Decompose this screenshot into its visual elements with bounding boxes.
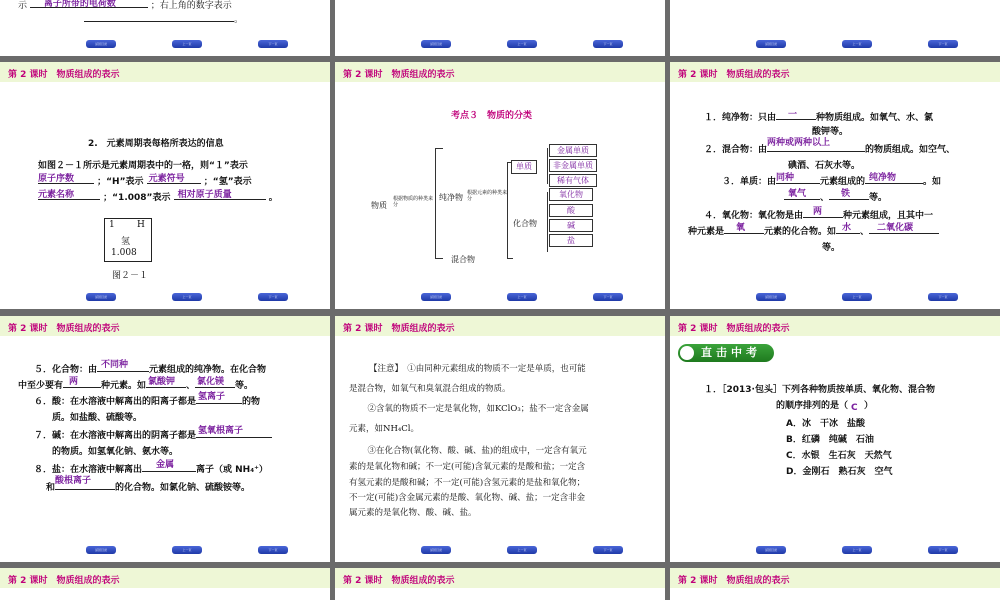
nav-bar	[335, 40, 665, 52]
next-button[interactable]: 下一页	[258, 40, 288, 48]
compound-item-3: 盐	[549, 234, 593, 247]
answer: 酸根离子	[55, 476, 92, 486]
nav-bar	[670, 293, 1000, 305]
text: ２．混合物：由	[704, 145, 768, 155]
slide-header	[670, 316, 1000, 336]
nav-bar	[0, 293, 330, 305]
next-button[interactable]: 下一页	[928, 293, 958, 301]
slide-header	[670, 62, 1000, 82]
answer: 离子所带的电荷数	[43, 0, 116, 9]
simple-item-1: 非金属单质	[549, 159, 597, 172]
answer: 元素名称	[38, 190, 75, 200]
slide-header	[335, 62, 665, 82]
slide-periodic-table	[0, 62, 330, 309]
slide-header	[670, 568, 1000, 588]
text: 种元素组成，且其中一	[843, 211, 934, 221]
text: 示	[18, 1, 28, 11]
next-button[interactable]: 下一页	[593, 40, 623, 48]
tree-simple: 单质	[511, 160, 537, 174]
text: 种物质组成。如氧气、水、氯	[816, 113, 934, 123]
tree-pure: 纯净物	[439, 193, 463, 202]
answer: 氯酸钾	[148, 377, 176, 387]
answer: 氢氧根离子	[198, 426, 244, 436]
answer: 氧	[736, 223, 746, 233]
compound-item-2: 碱	[549, 219, 593, 232]
answer: 一	[788, 110, 798, 120]
section-title: 2. 元素周期表每格所表达的信息	[88, 139, 224, 149]
answer: 氯化镁	[197, 377, 225, 387]
slide-header	[0, 62, 330, 82]
section-title: 考点３ 物质的分类	[451, 111, 533, 121]
tree-note: 根据物质的种类来分	[393, 196, 434, 208]
slide-header	[335, 568, 665, 588]
slide-top-middle	[335, 0, 665, 56]
slide-exam	[670, 316, 1000, 562]
text: ７．碱：在水溶液中解离出的阴离子都是	[34, 431, 197, 441]
text: 如图２－１所示是元素周期表中的一格，则“１”表示	[38, 161, 248, 171]
answer: 原子序数	[38, 174, 75, 184]
periodic-cell	[104, 218, 152, 262]
tree-compound: 化合物	[513, 219, 537, 228]
slide-top-left	[0, 0, 330, 56]
header-title: 第 2 课时 物质组成的表示	[8, 324, 120, 334]
header-title: 第 2 课时 物质组成的表示	[678, 70, 790, 80]
tree-note: 根据元素的种类来分	[467, 190, 508, 202]
header-title: 第 2 课时 物质组成的表示	[8, 576, 120, 586]
text: 的物质组成。如空气、	[865, 145, 956, 155]
next-button[interactable]: 下一页	[258, 546, 288, 554]
text: ；“1.008”表示	[103, 193, 171, 203]
answer: 同种	[776, 173, 795, 183]
slide-bottom-middle	[335, 568, 665, 600]
text: 。	[234, 15, 244, 25]
text: １．纯净物：只由	[704, 113, 777, 123]
text: ）	[864, 401, 874, 411]
note-line: 属元素的是氧化物、酸、碱、盐。	[349, 508, 477, 518]
first-button[interactable]: 返回目录	[86, 40, 116, 48]
answer: 两种或两种以上	[767, 138, 831, 148]
answer: 两	[69, 377, 79, 387]
text: ６．酸：在水溶液中解离出的阳离子都是	[34, 397, 197, 407]
prev-button[interactable]: 上一页	[507, 40, 537, 48]
note-line: 【注意】 ①由同种元素组成的物质不一定是单质，也可能	[369, 364, 586, 374]
text: ５．化合物：由	[34, 365, 98, 375]
text: 。	[268, 193, 278, 203]
prev-button[interactable]: 上一页	[842, 293, 872, 301]
text: 碘酒、石灰水等。	[788, 161, 861, 171]
element-name: 氢	[121, 237, 131, 247]
nav-bar	[335, 293, 665, 305]
slide-header	[335, 316, 665, 336]
tree-root: 物质	[371, 201, 387, 210]
next-button[interactable]: 下一页	[928, 546, 958, 554]
text: 等。	[869, 193, 888, 203]
prev-button[interactable]: 上一页	[842, 546, 872, 554]
answer: 纯净物	[869, 173, 897, 183]
nav-bar	[670, 546, 1000, 558]
answer: 氧气	[788, 189, 807, 199]
compound-item-1: 酸	[549, 204, 593, 217]
answer: 二氧化碳	[877, 223, 914, 233]
simple-item-2: 稀有气体	[549, 174, 597, 187]
question-text: １．［2013·包头］下列各种物质按单质、氧化物、混合物	[704, 385, 935, 395]
answer: 不同种	[101, 360, 129, 370]
text: ３．单质：由	[722, 177, 777, 187]
note-line: 是混合物，如氧气和臭氧混合组成的物质。	[349, 384, 511, 394]
next-button[interactable]: 下一页	[928, 40, 958, 48]
next-button[interactable]: 下一页	[593, 293, 623, 301]
header-title: 第 2 课时 物质组成的表示	[678, 576, 790, 586]
text: 。如	[923, 177, 942, 187]
text: 的物	[242, 397, 261, 407]
text: 酸钾等。	[812, 127, 849, 137]
text: 、	[820, 193, 830, 203]
badge-dot-icon	[680, 346, 694, 360]
header-title: 第 2 课时 物质组成的表示	[343, 576, 455, 586]
compound-item-0: 氧化物	[549, 188, 593, 201]
atomic-mass: 1.008	[111, 248, 137, 258]
nav-bar	[670, 40, 1000, 52]
simple-item-0: 金属单质	[549, 144, 597, 157]
header-title: 第 2 课时 物质组成的表示	[678, 324, 790, 334]
tree-mixture: 混合物	[451, 255, 475, 264]
text: 的物质。如氢氧化钠、氨水等。	[52, 447, 179, 457]
text: 的化合物。如氯化钠、硫酸铵等。	[115, 483, 251, 493]
text: 种元素是	[688, 227, 725, 237]
first-button[interactable]: 返回目录	[756, 546, 786, 554]
text: 元素组成的	[820, 177, 866, 187]
option-a: A．冰 干冰 盐酸	[786, 419, 865, 429]
text: 等。	[822, 243, 841, 253]
note-line: 元素，如NH₄Cl。	[349, 424, 419, 434]
first-button[interactable]: 返回目录	[421, 293, 451, 301]
text: 和	[46, 483, 56, 493]
text: ８．盐：在水溶液中解离出	[34, 465, 143, 475]
answer: 氢离子	[198, 392, 226, 402]
badge-label: 直击中考	[701, 346, 761, 359]
slide-definitions-1	[670, 62, 1000, 309]
prev-button[interactable]: 上一页	[507, 293, 537, 301]
option-b: B．红磷 纯碱 石油	[786, 435, 874, 445]
first-button[interactable]: 返回目录	[756, 293, 786, 301]
exam-badge	[678, 344, 774, 362]
text: ；右上角的数字表示	[150, 1, 232, 11]
text: 、	[186, 381, 196, 391]
text: 的顺序排列的是（	[776, 401, 849, 411]
answer: 两	[813, 207, 823, 217]
text: 、	[860, 227, 870, 237]
option-d: D．金刚石 熟石灰 空气	[786, 467, 893, 477]
answer: 元素符号	[148, 174, 185, 184]
note-line: 有氢元素的是酸和碱；不一定(可能)含氢元素的是盐和氧化物；	[349, 478, 586, 488]
nav-bar	[0, 40, 330, 52]
option-c: C．水银 生石灰 天然气	[786, 451, 892, 461]
text: ；“H”表示	[97, 177, 144, 187]
note-line: ②含氧的物质不一定是氧化物，如KClO₃；盐不一定含金属	[359, 404, 589, 414]
header-title: 第 2 课时 物质组成的表示	[8, 70, 120, 80]
slide-bottom-right	[670, 568, 1000, 600]
next-button[interactable]: 下一页	[593, 546, 623, 554]
text: 元素的化合物。如	[764, 227, 837, 237]
header-title: 第 2 课时 物质组成的表示	[343, 324, 455, 334]
text: ４．氧化物：氧化物是由	[704, 211, 804, 221]
text: ；“氢”表示	[203, 177, 252, 187]
first-button[interactable]: 返回目录	[86, 293, 116, 301]
note-line: 素的是氧化物和碱；不一定(可能)含氧元素的是酸和盐；一定含	[349, 462, 586, 472]
prev-button[interactable]: 上一页	[172, 40, 202, 48]
header-title: 第 2 课时 物质组成的表示	[343, 70, 455, 80]
note-line: ③在化合物(氧化物、酸、碱、盐)的组成中，一定含有氧元	[359, 446, 587, 456]
atomic-number: 1	[109, 220, 115, 230]
next-button[interactable]: 下一页	[258, 293, 288, 301]
first-button[interactable]: 返回目录	[756, 40, 786, 48]
slide-notes	[335, 316, 665, 562]
element-symbol: H	[137, 220, 145, 230]
nav-bar	[335, 546, 665, 558]
first-button[interactable]: 返回目录	[421, 546, 451, 554]
answer: 水	[842, 223, 852, 233]
prev-button[interactable]: 上一页	[842, 40, 872, 48]
prev-button[interactable]: 上一页	[172, 546, 202, 554]
first-button[interactable]: 返回目录	[86, 546, 116, 554]
slide-bottom-left	[0, 568, 330, 600]
slide-header	[0, 316, 330, 336]
text: 中至少要有	[18, 381, 64, 391]
answer: 铁	[841, 189, 851, 199]
nav-bar	[0, 546, 330, 558]
text: 离子（或 NH₄⁺）	[196, 465, 268, 475]
note-line: 不一定(可能)含金属元素的是酸、氧化物、碱、盐；一定含非金	[349, 493, 586, 503]
first-button[interactable]: 返回目录	[421, 40, 451, 48]
slide-definitions-2	[0, 316, 330, 562]
slide-classification	[335, 62, 665, 309]
figure-caption: 图２－１	[112, 271, 149, 281]
text: 种元素。如	[101, 381, 147, 391]
prev-button[interactable]: 上一页	[507, 546, 537, 554]
slide-header	[0, 568, 330, 588]
text: 质。如盐酸、硫酸等。	[52, 413, 143, 423]
slide-top-right	[670, 0, 1000, 56]
answer: 金属	[156, 460, 175, 470]
answer: C	[851, 403, 858, 413]
prev-button[interactable]: 上一页	[172, 293, 202, 301]
text: 等。	[235, 381, 254, 391]
answer: 相对原子质量	[177, 190, 232, 200]
text: 元素组成的纯净物。在化合物	[149, 365, 267, 375]
